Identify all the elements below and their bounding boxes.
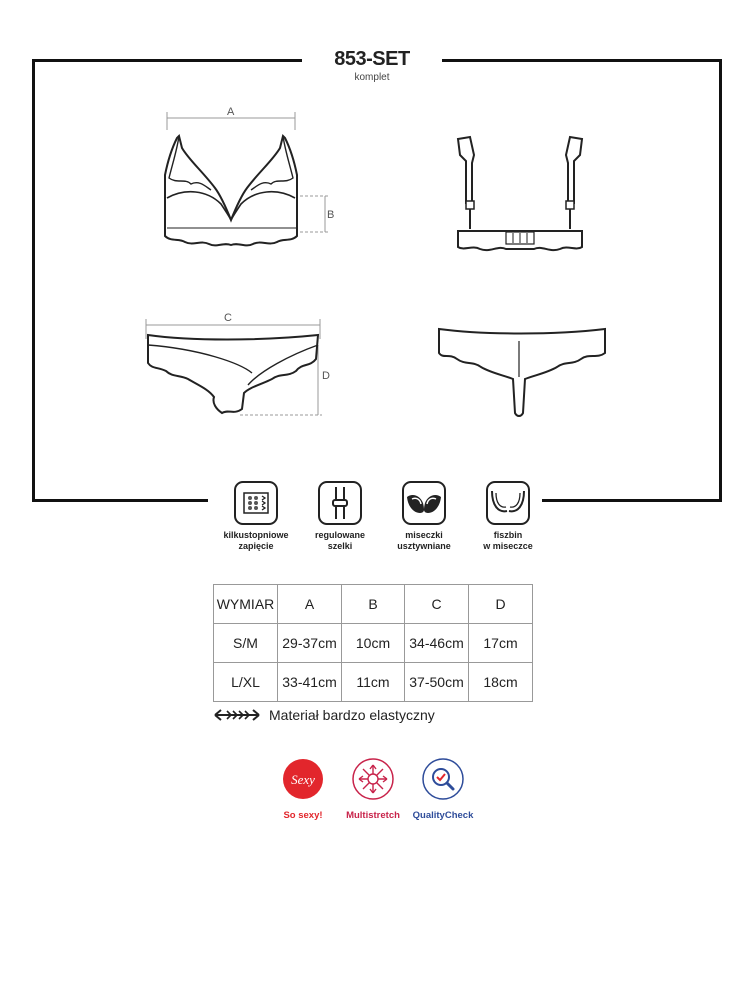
multi-hook-closure-icon	[234, 481, 278, 525]
panty-back-drawing	[435, 325, 610, 425]
feature-label-line2: szelki	[327, 541, 353, 551]
feature-adjustable-straps	[299, 481, 381, 552]
table-header-row	[214, 585, 533, 624]
badge-label: QualityCheck	[412, 810, 474, 821]
product-subtitle: komplet	[354, 72, 390, 83]
table-row	[214, 624, 533, 663]
badge-quality-check	[406, 757, 480, 821]
table-cell: 33-41cm	[278, 663, 342, 702]
badge-label: Multistretch	[346, 810, 400, 821]
dim-a-label: A	[227, 106, 235, 118]
feature-underwire	[467, 481, 549, 552]
bra-back-drawing	[450, 133, 590, 263]
table-cell: 34-46cm	[405, 624, 469, 663]
table-header-cell: B	[342, 585, 405, 624]
table-cell: 11cm	[342, 663, 405, 702]
feature-padded-cups	[383, 481, 465, 552]
table-header-cell: A	[278, 585, 342, 624]
feature-label-line1: regulowane	[314, 530, 365, 540]
table-header-cell: WYMIAR	[214, 585, 278, 624]
feature-label-line1: miseczki	[405, 530, 443, 540]
underwire-icon	[486, 481, 530, 525]
table-cell: S/M	[214, 624, 278, 663]
badge-multistretch	[336, 757, 410, 821]
table-header-cell: D	[469, 585, 533, 624]
table-cell: 18cm	[469, 663, 533, 702]
multistretch-icon	[351, 757, 395, 801]
feature-hook-closure	[215, 481, 297, 552]
adjustable-strap-icon	[318, 481, 362, 525]
table-header-cell: C	[405, 585, 469, 624]
product-title: 853-SET	[334, 48, 410, 70]
padded-cups-icon	[402, 481, 446, 525]
feature-label-line2: usztywniane	[397, 541, 451, 551]
stretch-arrows-icon	[213, 708, 261, 722]
badge-label: So sexy!	[283, 810, 323, 821]
feature-label-line1: kilkustopniowe	[223, 530, 289, 540]
product-frame	[32, 59, 722, 502]
badge-so-sexy	[266, 757, 340, 821]
dim-b-label: B	[327, 209, 335, 221]
panty-front-drawing	[140, 305, 340, 425]
material-note-text: Materiał bardzo elastyczny	[269, 707, 435, 723]
sexy-badge-text: Sexy	[291, 772, 315, 787]
size-table	[213, 584, 533, 702]
badge-list	[266, 757, 486, 827]
table-row	[214, 663, 533, 702]
feature-label-line2: w miseczce	[483, 541, 533, 551]
material-note	[213, 705, 435, 725]
table-cell: 17cm	[469, 624, 533, 663]
table-cell: 37-50cm	[405, 663, 469, 702]
feature-list	[215, 481, 545, 561]
sexy-badge-icon	[281, 757, 325, 801]
dim-d-label: D	[322, 370, 330, 382]
dim-c-label: C	[224, 312, 232, 324]
feature-label-line1: fiszbin	[493, 530, 523, 540]
quality-check-icon	[421, 757, 465, 801]
table-cell: 10cm	[342, 624, 405, 663]
feature-label-line2: zapięcie	[238, 541, 274, 551]
bra-front-drawing	[155, 100, 335, 255]
title-block	[302, 46, 442, 86]
table-cell: 29-37cm	[278, 624, 342, 663]
table-cell: L/XL	[214, 663, 278, 702]
